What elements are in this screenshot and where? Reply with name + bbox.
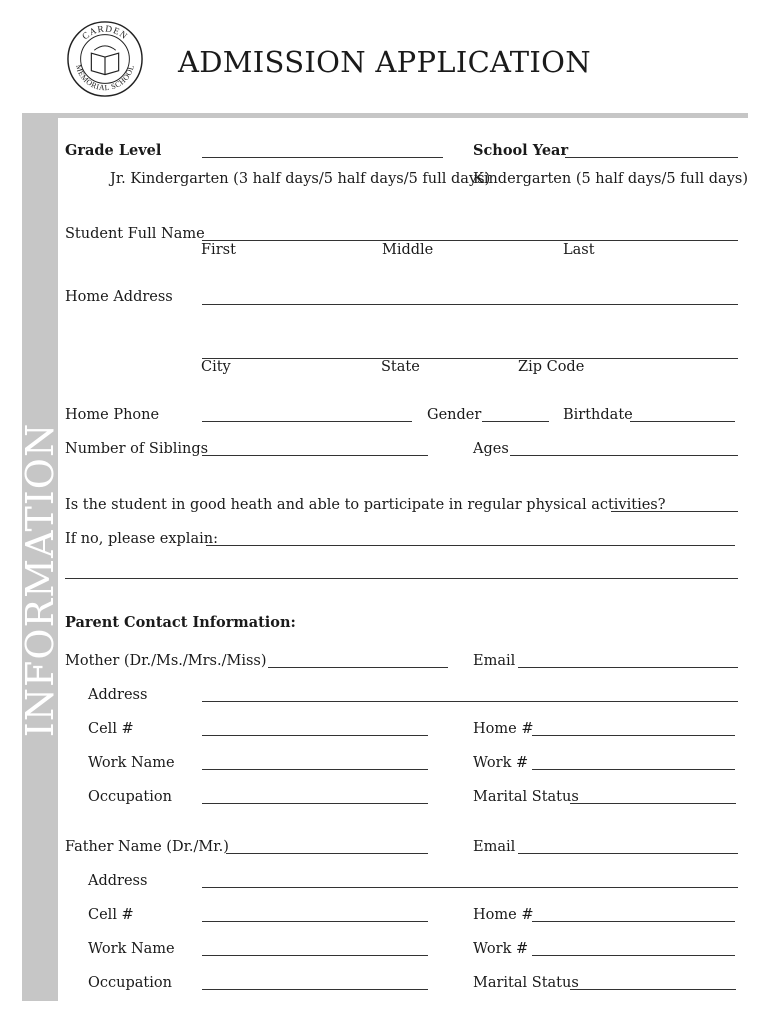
option-kindergarten[interactable]: Kindergarten (5 half days/5 full days) [473, 171, 748, 187]
father-work-phone-label: Work # [473, 941, 529, 957]
mother-home-label: Home # [473, 721, 534, 737]
middle-name-caption: Middle [382, 242, 434, 258]
health-answer-field[interactable] [611, 511, 738, 512]
father-work-name-field[interactable] [202, 955, 428, 956]
father-name-label: Father Name (Dr./Mr.) [65, 839, 229, 855]
birthdate-label: Birthdate [563, 407, 633, 423]
father-cell-label: Cell # [88, 907, 134, 923]
mother-work-phone-label: Work # [473, 755, 529, 771]
mother-work-name-label: Work Name [88, 755, 175, 771]
father-address-label: Address [88, 873, 148, 889]
father-address-field[interactable] [202, 887, 738, 888]
mother-marital-field[interactable] [570, 803, 736, 804]
mother-cell-field[interactable] [202, 735, 428, 736]
gender-field[interactable] [482, 421, 549, 422]
mother-address-label: Address [88, 687, 148, 703]
city-state-zip-field[interactable] [202, 358, 738, 359]
explain-field-line-2[interactable] [65, 578, 738, 579]
mother-email-field[interactable] [518, 667, 738, 668]
father-home-field[interactable] [532, 921, 735, 922]
student-name-field[interactable] [202, 240, 738, 241]
page-title: ADMISSION APPLICATION [178, 45, 591, 79]
first-name-caption: First [201, 242, 236, 258]
father-name-field[interactable] [226, 853, 428, 854]
mother-home-field[interactable] [532, 735, 735, 736]
parent-contact-heading: Parent Contact Information: [65, 614, 296, 631]
father-email-field[interactable] [518, 853, 738, 854]
svg-text:CARDEN: CARDEN [80, 24, 130, 43]
grade-level-label: Grade Level [65, 142, 162, 159]
city-caption: City [201, 359, 231, 375]
siblings-field[interactable] [202, 455, 428, 456]
home-address-field[interactable] [202, 304, 738, 305]
father-cell-field[interactable] [202, 921, 428, 922]
mother-occupation-label: Occupation [88, 789, 172, 805]
mother-name-label: Mother (Dr./Ms./Mrs./Miss) [65, 653, 267, 669]
mother-address-field[interactable] [202, 701, 738, 702]
header-rule [22, 113, 748, 118]
state-caption: State [381, 359, 420, 375]
student-name-label: Student Full Name [65, 226, 205, 242]
ages-label: Ages [473, 441, 509, 457]
mother-cell-label: Cell # [88, 721, 134, 737]
home-address-label: Home Address [65, 289, 173, 305]
father-home-label: Home # [473, 907, 534, 923]
father-work-phone-field[interactable] [532, 955, 735, 956]
home-phone-field[interactable] [202, 421, 412, 422]
mother-marital-label: Marital Status [473, 789, 579, 805]
school-seal-logo [66, 20, 144, 98]
mother-occupation-field[interactable] [202, 803, 428, 804]
father-work-name-label: Work Name [88, 941, 175, 957]
option-jr-kindergarten[interactable]: Jr. Kindergarten (3 half days/5 half days/5 full days) [110, 171, 491, 187]
grade-level-field[interactable] [202, 157, 443, 158]
mother-name-field[interactable] [268, 667, 448, 668]
health-question: Is the student in good heath and able to participate in regular physical activities? [65, 497, 666, 513]
mother-work-phone-field[interactable] [532, 769, 735, 770]
sidebar-label: INFORMATION [18, 422, 62, 738]
birthdate-field[interactable] [630, 421, 735, 422]
father-email-label: Email [473, 839, 516, 855]
explain-label: If no, please explain: [65, 531, 218, 547]
school-year-field[interactable] [565, 157, 738, 158]
zip-caption: Zip Code [518, 359, 585, 375]
father-occupation-label: Occupation [88, 975, 172, 991]
mother-work-name-field[interactable] [202, 769, 428, 770]
school-year-label: School Year [473, 142, 569, 159]
siblings-label: Number of Siblings [65, 441, 209, 457]
ages-field[interactable] [510, 455, 738, 456]
father-marital-label: Marital Status [473, 975, 579, 991]
gender-label: Gender [427, 407, 482, 423]
father-marital-field[interactable] [570, 989, 736, 990]
mother-email-label: Email [473, 653, 516, 669]
father-occupation-field[interactable] [202, 989, 428, 990]
home-phone-label: Home Phone [65, 407, 160, 423]
explain-field[interactable] [206, 545, 735, 546]
last-name-caption: Last [563, 242, 595, 258]
svg-text:MEMORIAL SCHOOL: MEMORIAL SCHOOL [73, 63, 136, 93]
